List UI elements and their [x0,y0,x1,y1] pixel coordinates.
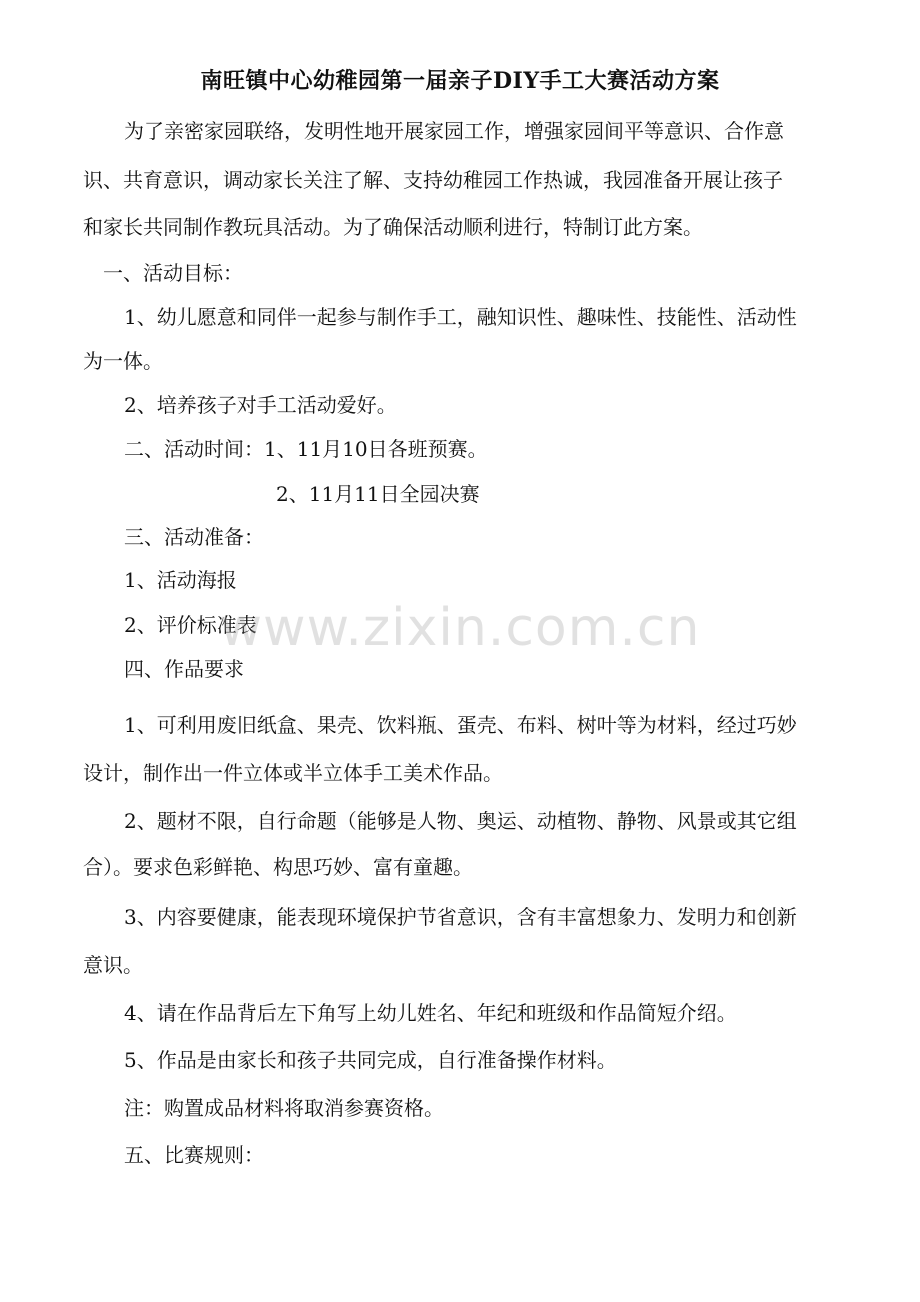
requirement-item-1-line-2: 设计，制作出一件立体或半立体手工美术作品。 [83,761,503,785]
goal-item-1-line-1: 1、幼儿愿意和同伴一起参与制作手工，融知识性、趣味性、技能性、活动性 [124,305,797,329]
intro-line-2: 识、共育意识，调动家长关注了解、支持幼稚园工作热诚，我园准备开展让孩子 [83,168,783,192]
requirement-item-2-line-2: 合）。要求色彩鲜艳、构思巧妙、富有童趣。 [83,855,473,879]
requirement-item-3-line-1: 3、内容要健康，能表现环境保护节省意识，含有丰富想象力、发明力和创新 [124,905,797,929]
section-heading-requirements: 四、作品要求 [124,657,244,681]
intro-line-3: 和家长共同制作教玩具活动。为了确保活动顺利进行，特制订此方案。 [83,215,703,239]
preparation-item-1: 1、活动海报 [124,568,237,592]
goal-item-2: 2、培养孩子对手工活动爱好。 [124,393,397,417]
requirement-item-1-line-1: 1、可利用废旧纸盒、果壳、饮料瓶、蛋壳、布料、树叶等为材料，经过巧妙 [124,713,797,737]
watermark: www.zixin.com.cn [219,598,701,658]
time-item-2: 2、11月11日全园决赛 [276,482,480,506]
document-title: 南旺镇中心幼稚园第一届亲子DIY手工大赛活动方案 [200,68,720,94]
section-heading-preparation: 三、活动准备： [124,525,264,549]
requirement-item-3-line-2: 意识。 [83,953,143,977]
requirement-item-2-line-1: 2、题材不限，自行命题（能够是人物、奥运、动植物、静物、风景或其它组 [124,809,797,833]
goal-item-1-line-2: 为一体。 [83,349,163,373]
section-heading-time: 二、活动时间：1、11月10日各班预赛。 [124,437,488,461]
requirement-item-4: 4、请在作品背后左下角写上幼儿姓名、年纪和班级和作品简短介绍。 [124,1001,737,1025]
preparation-item-2: 2、评价标准表 [124,613,257,637]
intro-line-1: 为了亲密家园联络，发明性地开展家园工作，增强家园间平等意识、合作意 [124,119,784,143]
section-heading-goals: 一、活动目标： [103,261,243,285]
requirement-note: 注：购置成品材料将取消参赛资格。 [124,1096,444,1120]
section-heading-rules: 五、比赛规则： [124,1143,264,1167]
requirement-item-5: 5、作品是由家长和孩子共同完成，自行准备操作材料。 [124,1048,617,1072]
